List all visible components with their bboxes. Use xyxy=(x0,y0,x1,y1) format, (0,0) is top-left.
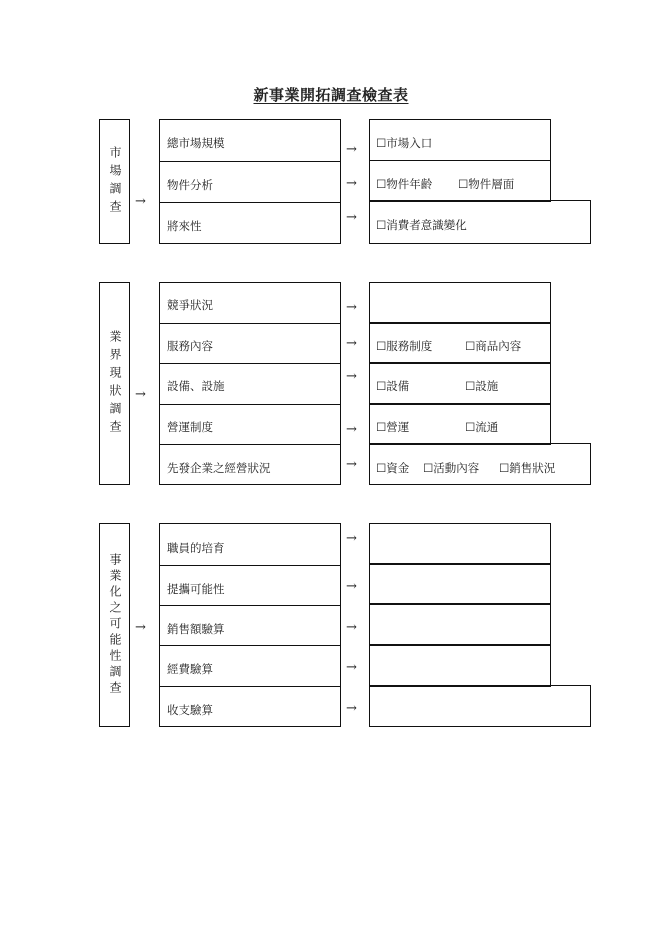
arrow-icon: → xyxy=(346,422,357,437)
checkbox-option[interactable]: ☐市場入口 xyxy=(376,136,433,150)
page-title: 新事業開拓調查檢查表 xyxy=(253,86,409,104)
arrow-icon: → xyxy=(346,176,357,191)
checkbox-option[interactable]: ☐服務制度 xyxy=(376,339,433,353)
checkbox-option[interactable]: ☐營運 xyxy=(376,420,410,434)
checkbox-option[interactable]: ☐資金 xyxy=(376,461,410,475)
checkbox-option[interactable]: ☐商品內容 xyxy=(465,339,522,353)
result-box xyxy=(369,200,591,244)
arrow-icon: → xyxy=(135,387,146,402)
checkbox-option[interactable]: ☐流通 xyxy=(465,420,499,434)
checkbox-option[interactable]: ☐物件年齡 xyxy=(376,177,433,191)
list-item: 職員的培育 xyxy=(167,541,225,555)
section-label-market-survey: 市場調查 xyxy=(99,119,130,244)
result-box xyxy=(369,362,551,405)
result-box xyxy=(369,322,551,364)
arrow-icon: → xyxy=(346,457,357,472)
section-label-feasibility-survey: 事業化之可能性調查 xyxy=(99,523,130,727)
list-item: 銷售額驗算 xyxy=(160,605,340,645)
list-item: 提攜可能性 xyxy=(160,565,340,605)
checkbox-option[interactable]: ☐物件層面 xyxy=(458,177,515,191)
checkbox-option[interactable]: ☐設備 xyxy=(376,379,410,393)
list-item: 服務內容 xyxy=(160,323,340,363)
arrow-icon: → xyxy=(346,369,357,384)
result-box xyxy=(369,119,551,161)
list-item: 將來性 xyxy=(160,202,340,243)
list-item: 物件分析 xyxy=(160,161,340,202)
checkbox-option[interactable]: ☐活動內容 xyxy=(423,461,480,475)
checkbox-option[interactable]: ☐銷售狀況 xyxy=(499,461,556,475)
result-box xyxy=(369,403,551,445)
result-box xyxy=(369,603,551,646)
result-box xyxy=(369,644,551,687)
result-box xyxy=(369,563,551,605)
section-label-industry-survey: 業界現狀調查 xyxy=(99,282,130,485)
result-box xyxy=(369,685,591,727)
arrow-icon: → xyxy=(346,660,357,675)
item-box-industry xyxy=(159,282,341,485)
list-item: 設備、設施 xyxy=(160,363,340,404)
list-item: 總市場規模 xyxy=(167,136,225,150)
result-box xyxy=(369,443,591,485)
item-box-feasibility xyxy=(159,523,341,727)
arrow-icon: → xyxy=(346,531,357,546)
arrow-icon: → xyxy=(346,142,357,157)
arrow-icon: → xyxy=(346,620,357,635)
checkbox-option[interactable]: ☐設施 xyxy=(465,379,499,393)
list-item: 營運制度 xyxy=(160,404,340,444)
result-box xyxy=(369,160,551,202)
arrow-icon: → xyxy=(135,620,146,635)
list-item: 競爭狀況 xyxy=(167,298,213,312)
arrow-icon: → xyxy=(346,210,357,225)
arrow-icon: → xyxy=(346,701,357,716)
arrow-icon: → xyxy=(346,336,357,351)
list-item: 經費驗算 xyxy=(160,645,340,686)
arrow-icon: → xyxy=(135,194,146,209)
result-box xyxy=(369,282,551,324)
arrow-icon: → xyxy=(346,300,357,315)
checkbox-option[interactable]: ☐消費者意識變化 xyxy=(376,218,467,232)
arrow-icon: → xyxy=(346,579,357,594)
result-box xyxy=(369,523,551,565)
list-item: 先發企業之經營狀況 xyxy=(160,444,340,484)
list-item: 收支驗算 xyxy=(160,686,340,726)
item-box-market xyxy=(159,119,341,244)
